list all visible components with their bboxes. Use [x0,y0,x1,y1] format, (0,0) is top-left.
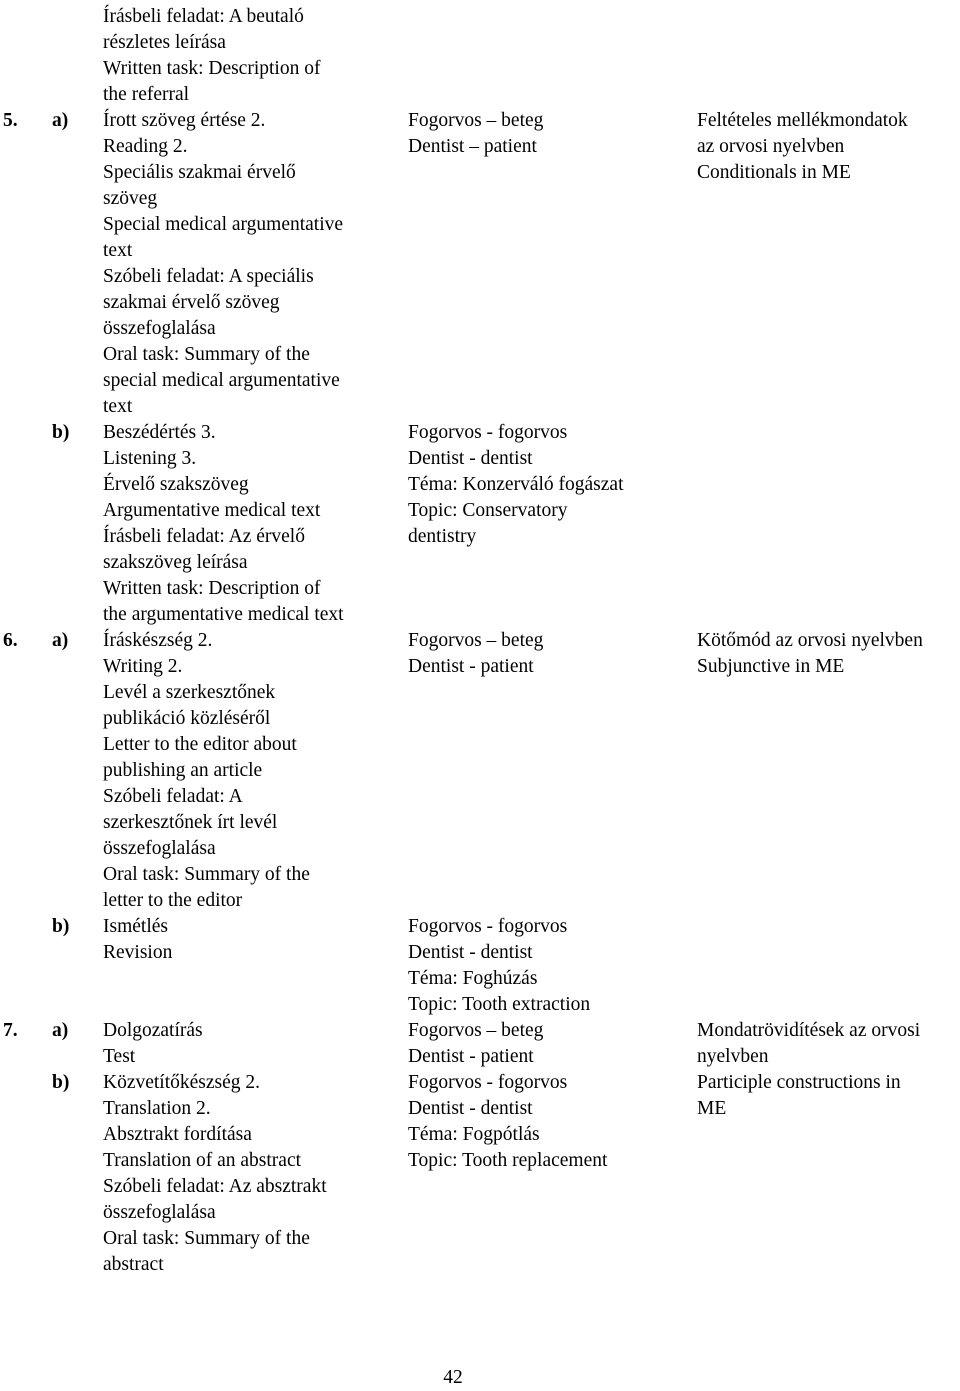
role-6a [408,628,543,680]
activity-intro [103,4,320,108]
role-line: Fogorvos – beteg [408,110,544,131]
role-5a [408,108,543,160]
activity-line: Listening 3. [103,448,197,469]
role-line: Fogorvos - fogorvos [408,1072,568,1093]
page-number: 42 [443,1367,463,1388]
activity-line: publishing an article [103,760,263,781]
activity-line: special medical argumentative [103,370,340,391]
activity-5b [103,420,344,628]
role-line: Dentist – patient [408,136,537,157]
activity-line: Speciális szakmai érvelő [103,162,296,183]
activity-line: szakszöveg leírása [103,552,248,573]
activity-line: Írásbeli feladat: Az érvelő [103,526,305,547]
grammar-line: Participle constructions in [697,1072,901,1093]
activity-line: Writing 2. [103,656,183,677]
sub-item-letter: a) [52,630,69,651]
activity-line: Special medical argumentative [103,214,344,235]
activity-line: Revision [103,942,173,963]
activity-line: Test [103,1046,136,1067]
grammar-line: Feltételes mellékmondatok [697,110,908,131]
role-line: Topic: Tooth replacement [408,1150,608,1171]
activity-line: Written task: Description of [103,578,321,599]
role-line: Dentist - dentist [408,1098,533,1119]
role-line: Topic: Tooth extraction [408,994,591,1015]
role-7b [408,1070,607,1174]
sub-item-letter: a) [52,110,69,131]
activity-line: Oral task: Summary of the [103,344,310,365]
activity-line: részletes leírása [103,32,226,53]
activity-line: Ismétlés [103,916,168,937]
activity-line: the referral [103,84,190,105]
sub-item-letter: a) [52,1020,69,1041]
grammar-line: nyelvben [697,1046,769,1067]
role-line: Dentist - dentist [408,448,533,469]
activity-line: Írott szöveg értése 2. [103,110,266,131]
lesson-number: 7. [3,1020,18,1041]
grammar-6a [697,628,923,680]
role-line: Téma: Konzerváló fogászat [408,474,624,495]
sub-item-letter: b) [52,422,70,443]
activity-line: Letter to the editor about [103,734,297,755]
activity-line: Szóbeli feladat: Az absztrakt [103,1176,327,1197]
role-line: Fogorvos – beteg [408,630,544,651]
activity-line: Oral task: Summary of the [103,864,310,885]
activity-line: Érvelő szakszöveg [103,474,249,495]
activity-line: szerkesztőnek írt levél [103,812,278,833]
role-7a [408,1018,543,1070]
activity-line: összefoglalása [103,838,216,859]
activity-line: Beszédértés 3. [103,422,216,443]
activity-line: Közvetítőkészség 2. [103,1072,261,1093]
activity-line: Íráskészség 2. [103,630,213,651]
activity-line: szöveg [103,188,158,209]
activity-line: Szóbeli feladat: A [103,786,243,807]
activity-5a [103,108,343,420]
activity-line: letter to the editor [103,890,243,911]
activity-line: publikáció közléséről [103,708,271,729]
activity-6a [103,628,310,914]
grammar-line: ME [697,1098,727,1119]
activity-line: összefoglalása [103,1202,216,1223]
grammar-line: Mondatrövidítések az orvosi [697,1020,921,1041]
grammar-line: Kötőmód az orvosi nyelvben [697,630,923,651]
activity-line: Translation 2. [103,1098,211,1119]
grammar-line: Subjunctive in ME [697,656,845,677]
activity-line: Argumentative medical text [103,500,321,521]
role-line: Dentist - dentist [408,942,533,963]
activity-7a [103,1018,203,1070]
activity-line: Írásbeli feladat: A beutaló [103,6,304,27]
activity-line: abstract [103,1254,164,1275]
activity-line: Levél a szerkesztőnek [103,682,276,703]
sub-item-letter: b) [52,916,70,937]
grammar-line: az orvosi nyelvben [697,136,845,157]
role-line: Fogorvos - fogorvos [408,422,568,443]
activity-7b [103,1070,327,1278]
role-line: Téma: Foghúzás [408,968,538,989]
activity-line: Oral task: Summary of the [103,1228,310,1249]
activity-line: Written task: Description of [103,58,321,79]
sub-item-letter: b) [52,1072,70,1093]
role-line: dentistry [408,526,477,547]
activity-line: Absztrakt fordítása [103,1124,252,1145]
activity-line: Translation of an abstract [103,1150,302,1171]
activity-line: szakmai érvelő szöveg [103,292,280,313]
role-line: Dentist - patient [408,656,534,677]
activity-6b [103,914,172,966]
role-6b [408,914,590,1018]
role-5b [408,420,623,550]
activity-line: Dolgozatírás [103,1020,203,1041]
grammar-line: Conditionals in ME [697,162,851,183]
lesson-number: 5. [3,110,18,131]
role-line: Fogorvos - fogorvos [408,916,568,937]
activity-line: text [103,240,133,261]
activity-line: Reading 2. [103,136,188,157]
role-line: Dentist - patient [408,1046,534,1067]
role-line: Topic: Conservatory [408,500,568,521]
grammar-7a [697,1018,920,1122]
role-line: Téma: Fogpótlás [408,1124,540,1145]
lesson-number: 6. [3,630,18,651]
grammar-5a [697,108,908,186]
activity-line: text [103,396,133,417]
activity-line: the argumentative medical text [103,604,344,625]
activity-line: összefoglalása [103,318,216,339]
role-line: Fogorvos – beteg [408,1020,544,1041]
activity-line: Szóbeli feladat: A speciális [103,266,314,287]
